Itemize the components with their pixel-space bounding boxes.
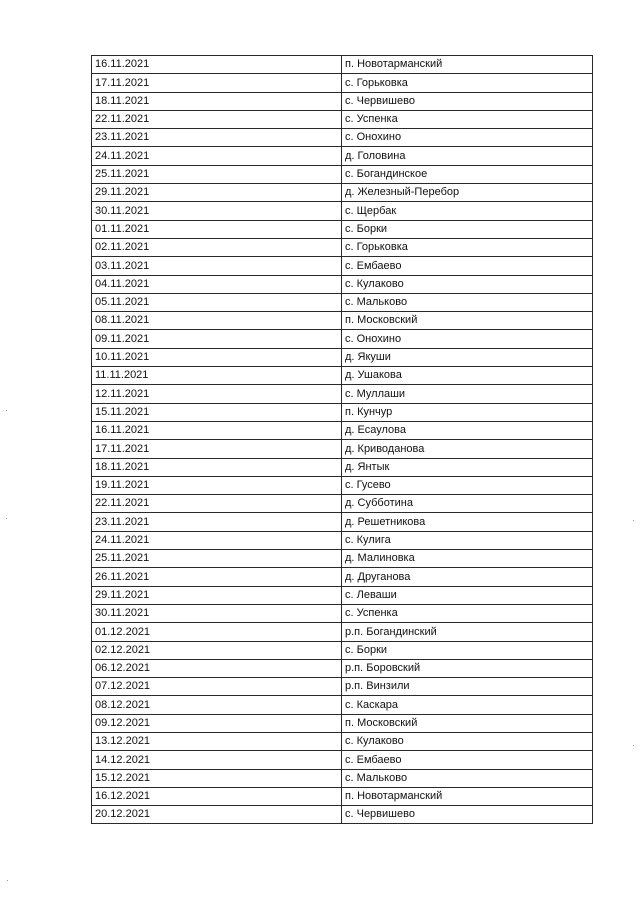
table-row [92, 806, 593, 824]
place-cell: с. Каскара [342, 696, 593, 714]
date-cell: 11.11.2021 [92, 367, 342, 385]
date-cell: 08.12.2021 [92, 696, 342, 714]
table-row [92, 312, 593, 330]
place-cell: с. Борки [342, 220, 593, 238]
table-row [92, 623, 593, 641]
date-cell: 30.11.2021 [92, 202, 342, 220]
table-row [92, 714, 593, 732]
place-cell: с. Гусево [342, 476, 593, 494]
scan-speck [633, 520, 634, 521]
place-cell: д. Головина [342, 147, 593, 165]
place-cell: с. Горьковка [342, 74, 593, 92]
table-row [92, 550, 593, 568]
date-cell: 12.11.2021 [92, 385, 342, 403]
date-cell: 09.11.2021 [92, 330, 342, 348]
date-cell: 18.11.2021 [92, 92, 342, 110]
date-cell: 26.11.2021 [92, 568, 342, 586]
table-row [92, 129, 593, 147]
table-row [92, 74, 593, 92]
table-row [92, 110, 593, 128]
scan-speck [6, 518, 7, 519]
place-cell: п. Московский [342, 312, 593, 330]
date-cell: 05.11.2021 [92, 293, 342, 311]
date-cell: 29.11.2021 [92, 586, 342, 604]
place-cell: с. Ембаево [342, 751, 593, 769]
table-row [92, 641, 593, 659]
table-row [92, 202, 593, 220]
date-cell: 16.12.2021 [92, 787, 342, 805]
table-row [92, 257, 593, 275]
table-row [92, 495, 593, 513]
date-cell: 01.12.2021 [92, 623, 342, 641]
place-cell: д. Якуши [342, 348, 593, 366]
place-cell: с. Леваши [342, 586, 593, 604]
table-row [92, 769, 593, 787]
place-cell: с. Борки [342, 641, 593, 659]
place-cell: д. Ушакова [342, 367, 593, 385]
place-cell: с. Мальково [342, 769, 593, 787]
place-cell: д. Янтык [342, 458, 593, 476]
place-cell: с. Онохино [342, 129, 593, 147]
table-row [92, 513, 593, 531]
table-row [92, 348, 593, 366]
date-cell: 29.11.2021 [92, 184, 342, 202]
date-cell: 07.12.2021 [92, 678, 342, 696]
place-cell: д. Решетникова [342, 513, 593, 531]
place-cell: р.п. Богандинский [342, 623, 593, 641]
date-cell: 23.11.2021 [92, 129, 342, 147]
table-row [92, 458, 593, 476]
place-cell: д. Субботина [342, 495, 593, 513]
place-cell: с. Ембаево [342, 257, 593, 275]
date-cell: 24.11.2021 [92, 531, 342, 549]
table-row [92, 238, 593, 256]
date-cell: 03.11.2021 [92, 257, 342, 275]
place-cell: с. Успенка [342, 110, 593, 128]
place-cell: с. Кулаково [342, 732, 593, 750]
table-row [92, 732, 593, 750]
place-cell: с. Щербак [342, 202, 593, 220]
table-row [92, 220, 593, 238]
date-cell: 24.11.2021 [92, 147, 342, 165]
table-row [92, 184, 593, 202]
table-row [92, 476, 593, 494]
place-cell: с. Червишево [342, 806, 593, 824]
table-row [92, 604, 593, 622]
table-row [92, 385, 593, 403]
date-cell: 10.11.2021 [92, 348, 342, 366]
date-cell: 09.12.2021 [92, 714, 342, 732]
place-cell: п. Кунчур [342, 403, 593, 421]
date-cell: 02.12.2021 [92, 641, 342, 659]
table-row [92, 293, 593, 311]
table-row [92, 751, 593, 769]
date-cell: 25.11.2021 [92, 165, 342, 183]
table-row [92, 440, 593, 458]
table-row [92, 696, 593, 714]
place-cell: с. Кулига [342, 531, 593, 549]
date-cell: 16.11.2021 [92, 421, 342, 439]
date-cell: 01.11.2021 [92, 220, 342, 238]
place-cell: д. Криводанова [342, 440, 593, 458]
date-cell: 17.11.2021 [92, 74, 342, 92]
date-cell: 15.11.2021 [92, 403, 342, 421]
place-cell: с. Горьковка [342, 238, 593, 256]
schedule-table-body [92, 56, 593, 824]
table-row [92, 421, 593, 439]
date-cell: 18.11.2021 [92, 458, 342, 476]
place-cell: р.п. Боровский [342, 659, 593, 677]
schedule-table [91, 55, 593, 824]
table-row [92, 586, 593, 604]
place-cell: с. Кулаково [342, 275, 593, 293]
place-cell: д. Железный-Перебор [342, 184, 593, 202]
scan-speck [7, 880, 8, 881]
place-cell: с. Мальково [342, 293, 593, 311]
place-cell: р.п. Винзили [342, 678, 593, 696]
date-cell: 02.11.2021 [92, 238, 342, 256]
table-row [92, 275, 593, 293]
scan-speck [633, 745, 634, 746]
date-cell: 15.12.2021 [92, 769, 342, 787]
place-cell: с. Муллаши [342, 385, 593, 403]
date-cell: 14.12.2021 [92, 751, 342, 769]
date-cell: 22.11.2021 [92, 110, 342, 128]
scan-speck [6, 410, 7, 411]
place-cell: с. Богандинское [342, 165, 593, 183]
date-cell: 06.12.2021 [92, 659, 342, 677]
place-cell: п. Новотарманский [342, 56, 593, 74]
table-row [92, 147, 593, 165]
table-row [92, 367, 593, 385]
place-cell: с. Червишево [342, 92, 593, 110]
table-row [92, 659, 593, 677]
table-row [92, 531, 593, 549]
date-cell: 04.11.2021 [92, 275, 342, 293]
date-cell: 20.12.2021 [92, 806, 342, 824]
table-row [92, 165, 593, 183]
date-cell: 30.11.2021 [92, 604, 342, 622]
date-cell: 08.11.2021 [92, 312, 342, 330]
place-cell: с. Онохино [342, 330, 593, 348]
table-row [92, 403, 593, 421]
table-row [92, 92, 593, 110]
date-cell: 22.11.2021 [92, 495, 342, 513]
date-cell: 13.12.2021 [92, 732, 342, 750]
table-row [92, 56, 593, 74]
date-cell: 19.11.2021 [92, 476, 342, 494]
place-cell: д. Друганова [342, 568, 593, 586]
date-cell: 16.11.2021 [92, 56, 342, 74]
place-cell: д. Есаулова [342, 421, 593, 439]
table-row [92, 787, 593, 805]
place-cell: п. Московский [342, 714, 593, 732]
date-cell: 17.11.2021 [92, 440, 342, 458]
table-row [92, 678, 593, 696]
place-cell: с. Успенка [342, 604, 593, 622]
table-row [92, 568, 593, 586]
place-cell: п. Новотарманский [342, 787, 593, 805]
date-cell: 23.11.2021 [92, 513, 342, 531]
date-cell: 25.11.2021 [92, 550, 342, 568]
table-row [92, 330, 593, 348]
place-cell: д. Малиновка [342, 550, 593, 568]
